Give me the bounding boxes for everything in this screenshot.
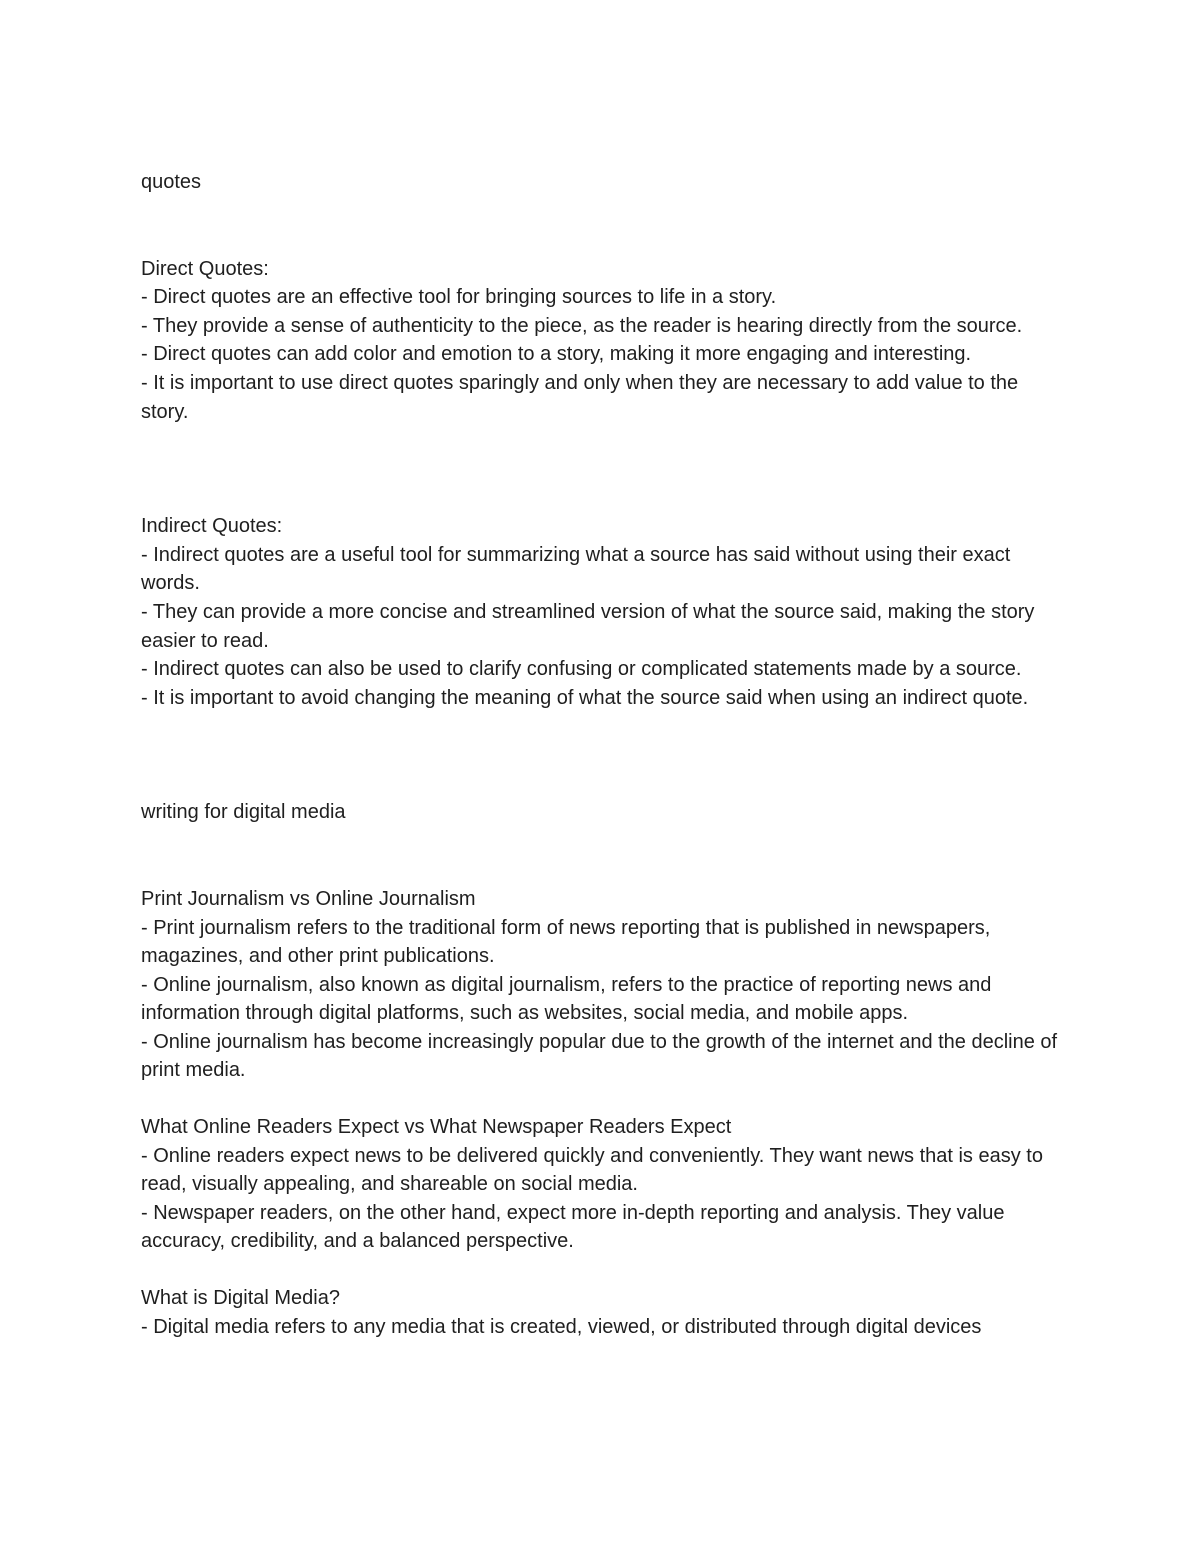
subheading-direct-quotes: Direct Quotes:	[141, 257, 269, 280]
spacer	[141, 1085, 1071, 1113]
bullet-indirect-3: - Indirect quotes can also be used to clarify confusing or complicated statements made by a source.	[141, 658, 1022, 681]
bullet-direct-4: - It is important to use direct quotes sparingly and only when they are necessary to add value to the story.	[141, 371, 1019, 423]
bullet-print-3: - Online journalism has become increasingly popular due to the growth of the internet and the decline of print media.	[141, 1030, 1058, 1082]
spacer	[141, 1256, 1071, 1284]
bullet-indirect-4: - It is important to avoid changing the meaning of what the source said when using an indirect quote.	[141, 686, 1029, 709]
bullet-readers-2: - Newspaper readers, on the other hand, expect more in-depth reporting and analysis. They value accuracy, credibility, and a balanced perspective.	[141, 1201, 1005, 1253]
spacer	[141, 712, 1071, 798]
subheading-what-is-digital-media: What is Digital Media?	[141, 1287, 340, 1310]
subheading-reader-expectations: What Online Readers Expect vs What Newspaper Readers Expect	[141, 1116, 732, 1139]
bullet-print-1: - Print journalism refers to the traditional form of news reporting that is published in newspapers, magazines, and other print publications.	[141, 916, 991, 968]
bullet-indirect-2: - They can provide a more concise and streamlined version of what the source said, making the story easier to read.	[141, 600, 1035, 652]
section-heading-quotes: quotes	[141, 171, 202, 193]
document-page	[141, 168, 1071, 1341]
spacer	[141, 426, 1071, 512]
bullet-digital-media-1: - Digital media refers to any media that is created, viewed, or distributed through digital devices	[141, 1315, 982, 1338]
bullet-direct-2: - They provide a sense of authenticity to the piece, as the reader is hearing directly from the source.	[141, 314, 1023, 337]
section-heading-writing-for-digital-media: writing for digital media	[141, 801, 346, 824]
bullet-print-2: - Online journalism, also known as digital journalism, refers to the practice of reporting news and information through digital platforms, such as websites, social media, and mobile apps.	[141, 973, 992, 1025]
subheading-print-vs-online: Print Journalism vs Online Journalism	[141, 887, 476, 910]
bullet-direct-1: - Direct quotes are an effective tool for bringing sources to life in a story.	[141, 286, 777, 309]
subheading-indirect-quotes: Indirect Quotes:	[141, 515, 283, 538]
bullet-readers-1: - Online readers expect news to be delivered quickly and conveniently. They want news that is easy to read, visually appealing, and shareable on social media.	[141, 1144, 1043, 1196]
bullet-indirect-1: - Indirect quotes are a useful tool for summarizing what a source has said without using their exact words.	[141, 543, 1011, 595]
bullet-direct-3: - Direct quotes can add color and emotion to a story, making it more engaging and interesting.	[141, 343, 972, 366]
spacer	[141, 827, 1071, 885]
spacer	[141, 197, 1071, 255]
